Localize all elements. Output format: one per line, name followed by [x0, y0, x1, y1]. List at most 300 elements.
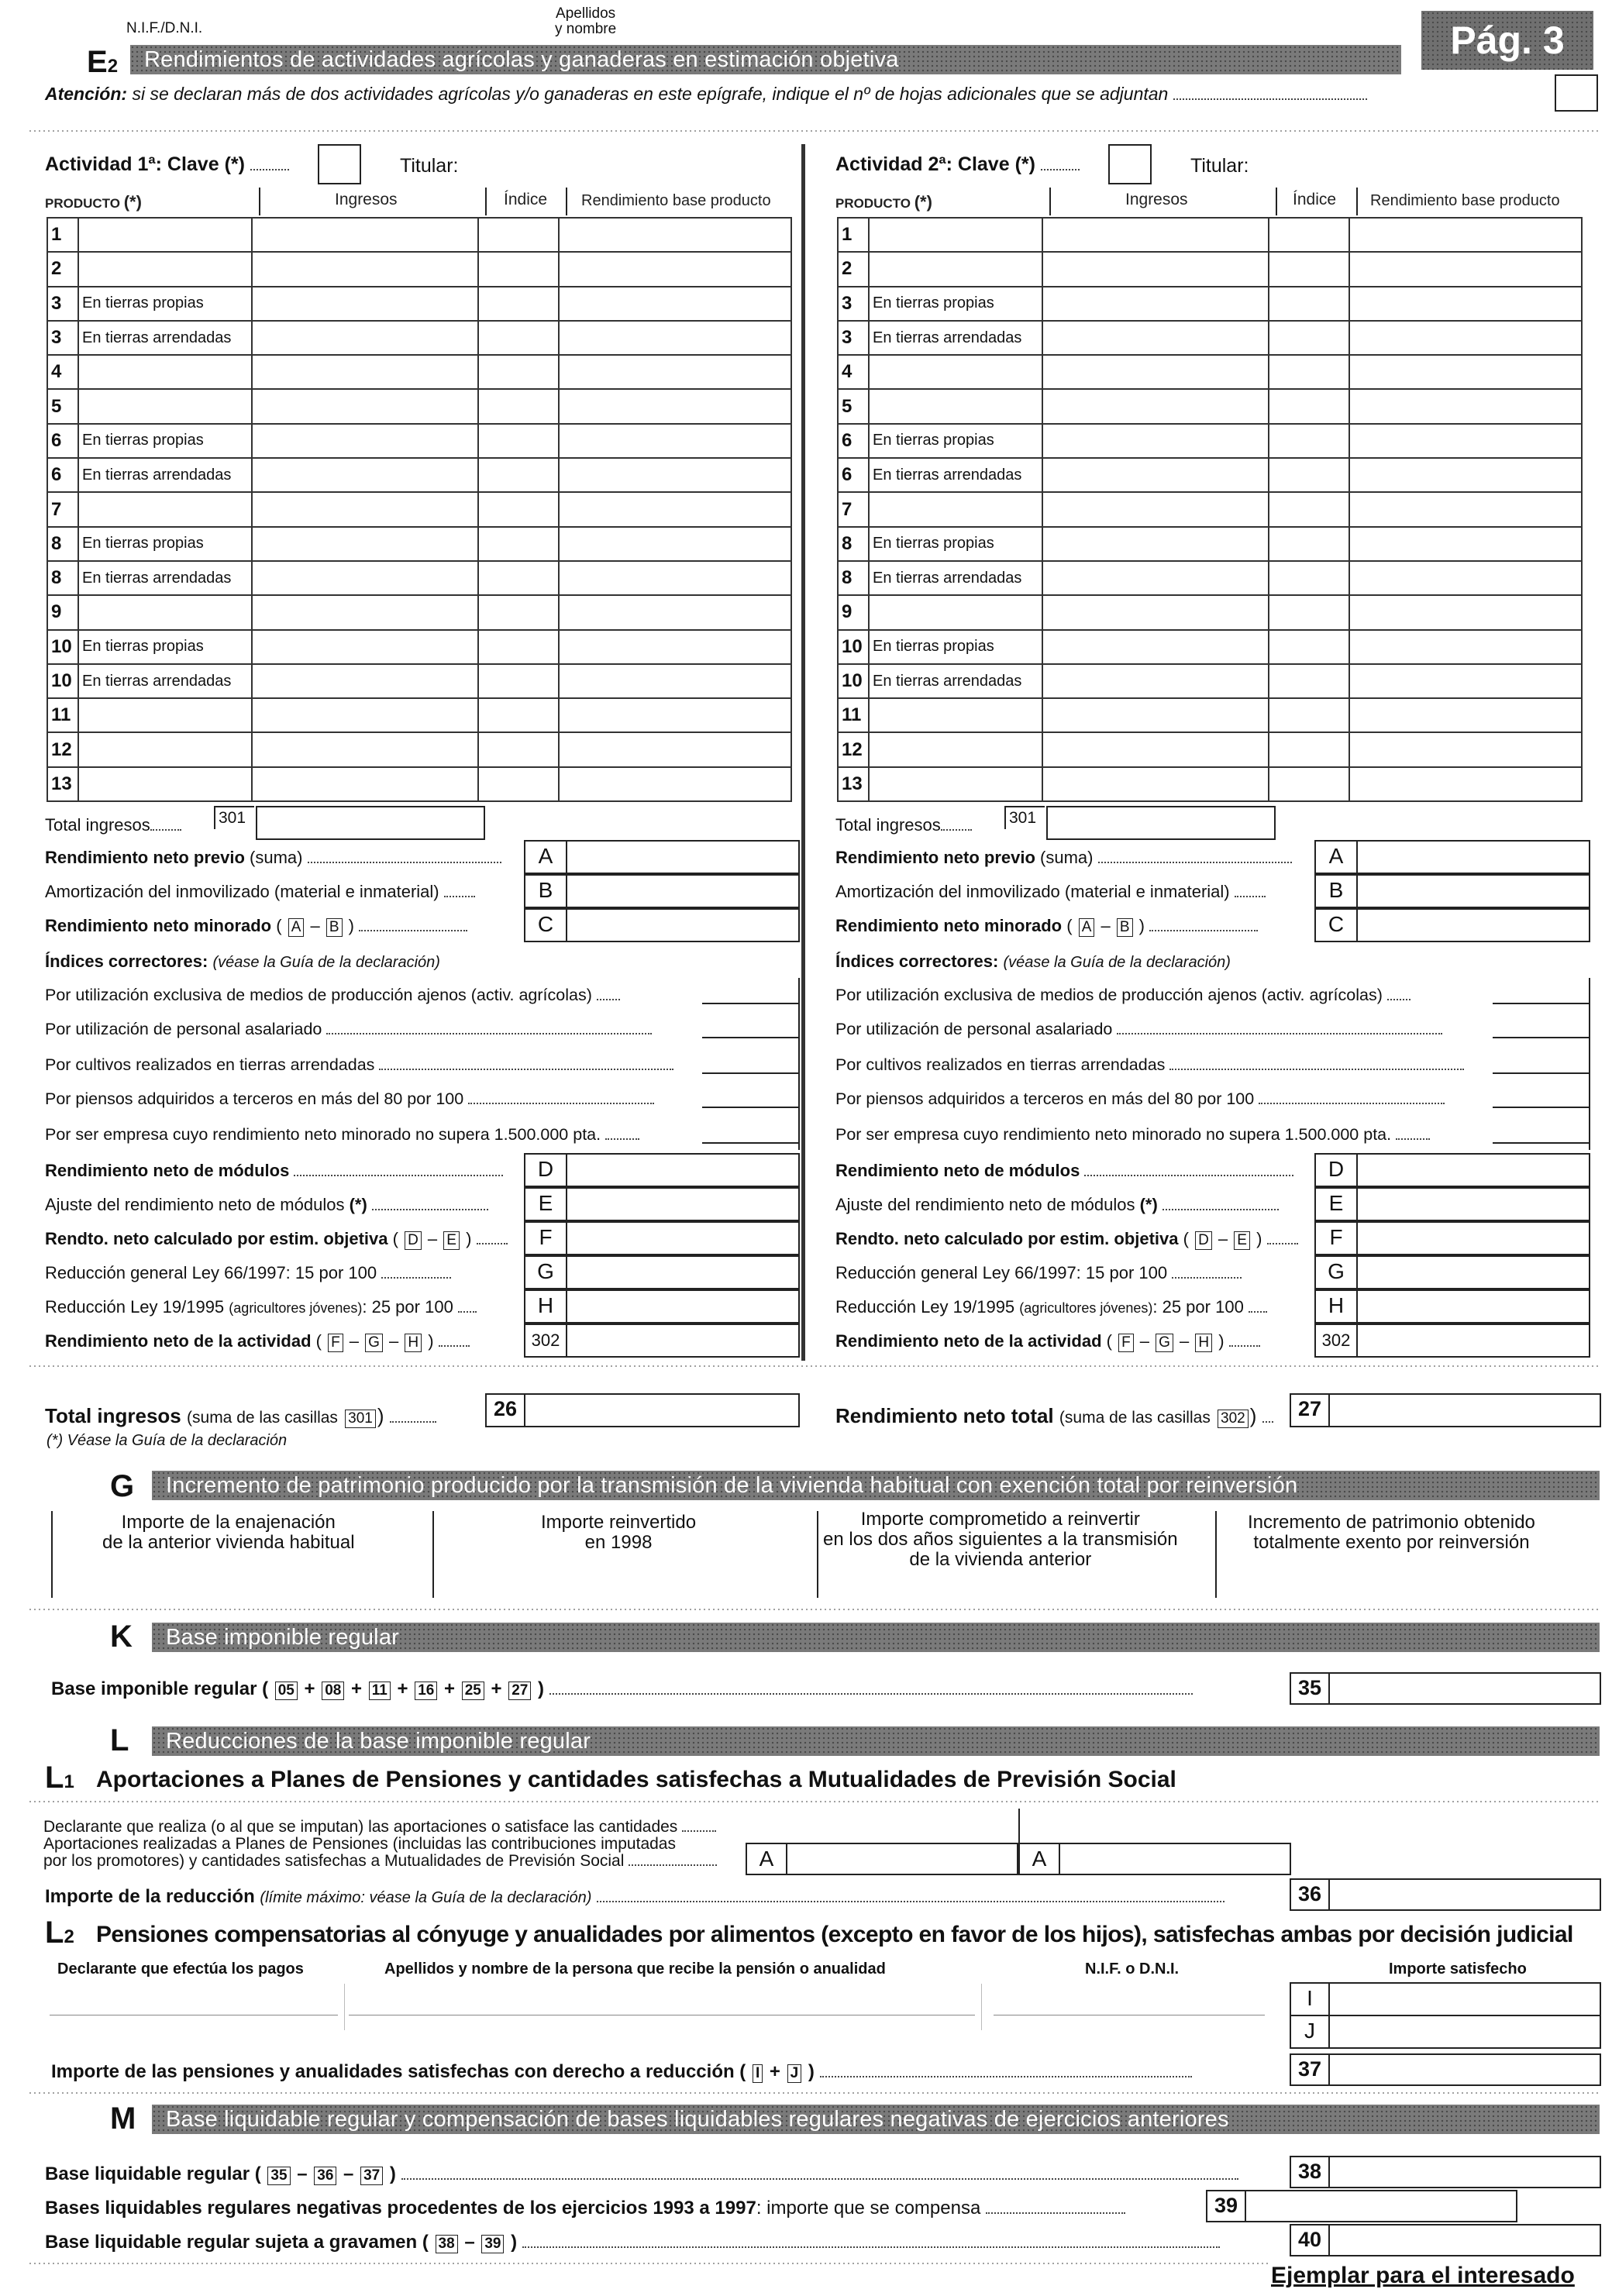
reduccion-ley-field[interactable]: [1356, 1289, 1590, 1324]
rendimiento-cell[interactable]: [559, 389, 791, 423]
rendimiento-cell[interactable]: [559, 698, 791, 732]
ingresos-cell[interactable]: [1042, 218, 1269, 252]
section-k-code: K: [110, 1620, 133, 1654]
rend-minorado-letter: C: [1314, 908, 1358, 942]
indice-idx1-field[interactable]: [1493, 1003, 1589, 1004]
g-col3: Importe comprometido a reinvertir en los dos años siguientes a la transmisión de la vivienda anterior: [823, 1509, 1178, 1570]
rendimiento-cell[interactable]: [559, 458, 791, 492]
indice-cell[interactable]: [1269, 527, 1349, 561]
casilla-26-field[interactable]: [524, 1393, 800, 1427]
row-number: 11: [47, 698, 78, 732]
indice-cell[interactable]: [1269, 389, 1349, 423]
producto-cell[interactable]: En tierras arrendadas: [869, 321, 1042, 355]
rendimiento-cell[interactable]: [1349, 458, 1582, 492]
indice-cell[interactable]: [478, 252, 559, 286]
hdr-sep: [1049, 188, 1051, 215]
row-number: 12: [47, 732, 78, 766]
indice-cell[interactable]: [478, 389, 559, 423]
row-number: 3: [838, 287, 869, 321]
indice-cell[interactable]: [1269, 698, 1349, 732]
ajuste-field[interactable]: [1356, 1187, 1590, 1221]
l2-j-field[interactable]: [1328, 2015, 1601, 2049]
rendimiento-cell[interactable]: [559, 218, 791, 252]
table-row: [838, 561, 1582, 595]
indice-cell[interactable]: [478, 492, 559, 526]
importe-reduccion: Importe de la reducción (límite máximo: véase la Guía de la declaración): [45, 1886, 1224, 1908]
center-divider: [801, 144, 805, 1361]
rendimiento-cell[interactable]: [1349, 355, 1582, 389]
indice-cell[interactable]: [478, 424, 559, 458]
casilla-27-field[interactable]: [1328, 1393, 1601, 1427]
producto-cell[interactable]: En tierras propias: [78, 287, 252, 321]
rend-modulos-field[interactable]: [1356, 1153, 1590, 1187]
ingresos-cell[interactable]: [252, 218, 478, 252]
rendimiento-cell[interactable]: [1349, 561, 1582, 595]
g-field-4[interactable]: [1218, 1558, 1598, 1598]
reduccion-ley-field[interactable]: [566, 1289, 800, 1324]
rendimiento-cell[interactable]: [559, 355, 791, 389]
casilla-40-field[interactable]: [1328, 2224, 1601, 2256]
footnote: (*) Véase la Guía de la declaración: [46, 1432, 288, 1449]
producto-cell[interactable]: En tierras propias: [78, 630, 252, 664]
indice-idx5-label: Por ser empresa cuyo rendimiento neto minorado no supera 1.500.000 pta.: [45, 1125, 639, 1145]
indice-idx2-label: Por utilización de personal asalariado: [45, 1020, 652, 1039]
indice-idx2-field[interactable]: [1493, 1037, 1589, 1038]
table-row: [838, 630, 1582, 664]
table-row: [47, 527, 791, 561]
rendimiento-cell[interactable]: [1349, 664, 1582, 698]
table-row: [838, 218, 1582, 252]
hdr-sep: [566, 188, 567, 215]
row-number: 6: [838, 424, 869, 458]
l1-a-right: A: [1018, 1843, 1060, 1875]
row-number: 5: [838, 389, 869, 423]
producto-cell[interactable]: [869, 698, 1042, 732]
ingresos-cell[interactable]: [252, 424, 478, 458]
table-row: [838, 252, 1582, 286]
producto-cell[interactable]: [869, 767, 1042, 801]
rendimiento-cell[interactable]: [559, 630, 791, 664]
actividad1-clave-box[interactable]: [318, 144, 361, 184]
table-row: [838, 424, 1582, 458]
col-producto-1: PRODUCTO (*): [45, 192, 142, 212]
rendimiento-cell[interactable]: [559, 664, 791, 698]
producto-cell[interactable]: [869, 595, 1042, 629]
rend-neto-previo-field[interactable]: [1356, 840, 1590, 874]
producto-cell[interactable]: [78, 389, 252, 423]
indice-cell[interactable]: [1269, 630, 1349, 664]
attention-text: Atención: si se declaran más de dos actividades agrícolas y/o ganaderas en este epígrafe, indique el nº de hojas adicionales que se adjuntan: [45, 84, 1367, 105]
indice-idx3-field[interactable]: [1493, 1072, 1589, 1074]
ingresos-cell[interactable]: [252, 287, 478, 321]
indice-idx3-field[interactable]: [702, 1072, 798, 1074]
table-row: [838, 767, 1582, 801]
casilla-38-field[interactable]: [1328, 2156, 1601, 2188]
ajuste-field[interactable]: [566, 1187, 800, 1221]
table-row: [47, 664, 791, 698]
l1-a-right-field[interactable]: [1059, 1843, 1291, 1875]
total-ingresos-field[interactable]: [1046, 806, 1276, 840]
casilla-40: 40: [1290, 2224, 1330, 2256]
indice-cell[interactable]: [1269, 424, 1349, 458]
rendimiento-cell[interactable]: [559, 252, 791, 286]
producto-cell[interactable]: [78, 218, 252, 252]
divider: [28, 1607, 1600, 1612]
ingresos-cell[interactable]: [1042, 698, 1269, 732]
ingresos-cell[interactable]: [1042, 252, 1269, 286]
indice-idx1-label: Por utilización exclusiva de medios de producción ajenos (activ. agrícolas): [45, 986, 620, 1005]
rendimiento-cell[interactable]: [1349, 218, 1582, 252]
producto-cell[interactable]: En tierras propias: [869, 630, 1042, 664]
ingresos-cell[interactable]: [252, 492, 478, 526]
ingresos-cell[interactable]: [252, 252, 478, 286]
rend-modulos-label: Rendimiento neto de módulos: [835, 1161, 1293, 1181]
table-row: [47, 321, 791, 355]
indice-idx5-label: Por ser empresa cuyo rendimiento neto minorado no supera 1.500.000 pta.: [835, 1125, 1430, 1145]
producto-cell[interactable]: En tierras propias: [78, 424, 252, 458]
row-number: 6: [47, 424, 78, 458]
section-g-title: Incremento de patrimonio producido por la transmisión de la vivienda habitual con exención total por reinversión: [152, 1471, 1600, 1500]
rend-calculado-letter: F: [524, 1221, 567, 1255]
casilla-36-field[interactable]: [1328, 1878, 1601, 1911]
ingresos-cell[interactable]: [252, 321, 478, 355]
table-row: [838, 389, 1582, 423]
indice-idx1-field[interactable]: [702, 1003, 798, 1004]
rend-neto-previo-label: Rendimiento neto previo (suma): [835, 848, 1292, 868]
indice-idx4-label: Por piensos adquiridos a terceros en más del 80 por 100: [45, 1089, 654, 1109]
reduccion-general-field[interactable]: [1356, 1255, 1590, 1289]
indice-cell[interactable]: [1269, 732, 1349, 766]
ingresos-cell[interactable]: [252, 389, 478, 423]
indice-cell[interactable]: [1269, 458, 1349, 492]
rendimiento-cell[interactable]: [1349, 698, 1582, 732]
l1-a-left-field[interactable]: [786, 1843, 1018, 1875]
rend-actividad-field[interactable]: [1356, 1324, 1590, 1358]
ingresos-cell[interactable]: [252, 527, 478, 561]
rend-neto-previo-label: Rendimiento neto previo (suma): [45, 848, 501, 868]
rendimiento-cell[interactable]: [1349, 630, 1582, 664]
producto-cell[interactable]: [869, 389, 1042, 423]
ingresos-cell[interactable]: [252, 698, 478, 732]
base-imponible-label: Base imponible regular ( 05 + 08 + 11 + 16 + 25 + 27 ): [51, 1678, 1193, 1700]
producto-cell[interactable]: En tierras arrendadas: [78, 321, 252, 355]
indice-idx5-field[interactable]: [1493, 1142, 1589, 1144]
indice-cell[interactable]: [478, 355, 559, 389]
indices-right-border: [1589, 978, 1590, 1150]
actividad2-clave-box[interactable]: [1108, 144, 1152, 184]
rend-minorado-field[interactable]: [1356, 908, 1590, 942]
nif-label: N.I.F./D.N.I.: [126, 20, 203, 36]
l2-j: J: [1290, 2015, 1330, 2049]
ingresos-cell[interactable]: [1042, 767, 1269, 801]
producto-cell[interactable]: En tierras arrendadas: [78, 458, 252, 492]
producto-cell[interactable]: [78, 492, 252, 526]
casilla-36: 36: [1290, 1878, 1330, 1911]
indice-idx4-label: Por piensos adquiridos a terceros en más del 80 por 100: [835, 1089, 1445, 1109]
ingresos-cell[interactable]: [1042, 492, 1269, 526]
indices-title: Índices correctores: (véase la Guía de la declaración): [45, 952, 440, 971]
total-ingresos-label: Total ingresos: [45, 815, 181, 835]
row-number: 8: [47, 527, 78, 561]
ingresos-cell[interactable]: [252, 767, 478, 801]
table-row: [838, 458, 1582, 492]
ingresos-cell[interactable]: [1042, 561, 1269, 595]
ingresos-cell[interactable]: [1042, 527, 1269, 561]
section-e2-code: E2: [87, 45, 119, 79]
ajuste-letter: E: [1314, 1187, 1358, 1221]
indice-idx3-label: Por cultivos realizados en tierras arrendadas: [835, 1055, 1464, 1075]
casilla-35: 35: [1290, 1672, 1330, 1705]
g-field-1[interactable]: [54, 1558, 431, 1598]
rend-modulos-label: Rendimiento neto de módulos: [45, 1161, 503, 1181]
table-row: [47, 287, 791, 321]
l2-i-field[interactable]: [1328, 1982, 1601, 2016]
rendimiento-cell[interactable]: [1349, 252, 1582, 286]
hdr-sep: [259, 188, 260, 215]
rend-modulos-field[interactable]: [566, 1153, 800, 1187]
amortizacion-field[interactable]: [1356, 874, 1590, 908]
indice-cell[interactable]: [478, 732, 559, 766]
ajuste-label: Ajuste del rendimiento neto de módulos (*): [45, 1195, 488, 1215]
rendimiento-cell[interactable]: [559, 595, 791, 629]
ingresos-cell[interactable]: [1042, 595, 1269, 629]
row-number: 10: [838, 664, 869, 698]
section-m-code: M: [110, 2102, 136, 2136]
row-number: 7: [838, 492, 869, 526]
producto-cell[interactable]: [869, 218, 1042, 252]
table-row: [838, 698, 1582, 732]
rendimiento-cell[interactable]: [1349, 389, 1582, 423]
row-number: 10: [47, 630, 78, 664]
hdr-sep: [1276, 188, 1277, 215]
rendimiento-cell[interactable]: [559, 287, 791, 321]
rendimiento-cell[interactable]: [1349, 287, 1582, 321]
indice-cell[interactable]: [478, 287, 559, 321]
rendimiento-cell[interactable]: [559, 732, 791, 766]
rend-modulos-letter: D: [1314, 1153, 1358, 1187]
casilla-27: 27: [1290, 1393, 1330, 1427]
table-row: [47, 767, 791, 801]
indice-cell[interactable]: [478, 218, 559, 252]
ingresos-cell[interactable]: [252, 630, 478, 664]
rend-actividad-field[interactable]: [566, 1324, 800, 1358]
table-row: [47, 424, 791, 458]
indice-cell[interactable]: [478, 561, 559, 595]
divider: [28, 2261, 1268, 2266]
indice-cell[interactable]: [478, 321, 559, 355]
row-number: 10: [838, 630, 869, 664]
casilla-35-field[interactable]: [1328, 1672, 1601, 1705]
producto-cell[interactable]: En tierras arrendadas: [869, 664, 1042, 698]
rendimiento-cell[interactable]: [1349, 424, 1582, 458]
producto-cell[interactable]: [78, 355, 252, 389]
producto-cell[interactable]: [869, 492, 1042, 526]
casilla-37-field[interactable]: [1328, 2053, 1601, 2086]
g-field-3[interactable]: [820, 1558, 1214, 1598]
actividad1-title: Actividad 1ª: Clave (*): [45, 153, 289, 176]
g-sep: [817, 1511, 818, 1598]
producto-cell[interactable]: En tierras arrendadas: [78, 664, 252, 698]
indice-cell[interactable]: [478, 595, 559, 629]
ingresos-cell[interactable]: [252, 664, 478, 698]
l1-title: Aportaciones a Planes de Pensiones y cantidades satisfechas a Mutualidades de Previsión Social: [96, 1767, 1176, 1792]
ingresos-cell[interactable]: [1042, 355, 1269, 389]
ingresos-cell[interactable]: [1042, 321, 1269, 355]
ingresos-cell[interactable]: [1042, 287, 1269, 321]
divider: [28, 1364, 1600, 1368]
rendimiento-cell[interactable]: [559, 492, 791, 526]
producto-cell[interactable]: [869, 355, 1042, 389]
amortizacion-letter: B: [1314, 874, 1358, 908]
table-row: [838, 355, 1582, 389]
total-ingresos-e2: Total ingresos (suma de las casillas 301 ): [45, 1404, 436, 1428]
producto-cell[interactable]: [78, 595, 252, 629]
indice-cell[interactable]: [1269, 355, 1349, 389]
rendimiento-cell[interactable]: [559, 321, 791, 355]
casilla-301: 301: [214, 806, 254, 829]
section-l-code: L: [110, 1723, 129, 1757]
g-field-2[interactable]: [436, 1558, 815, 1598]
actividad2-titular: Titular:: [1190, 155, 1249, 177]
ingresos-cell[interactable]: [252, 458, 478, 492]
producto-cell[interactable]: En tierras propias: [869, 424, 1042, 458]
col-indice-2: Índice: [1293, 191, 1337, 208]
row-number: 10: [47, 664, 78, 698]
casilla-38: 38: [1290, 2156, 1330, 2188]
ingresos-cell[interactable]: [252, 561, 478, 595]
row-number: 3: [47, 321, 78, 355]
table-row: [838, 595, 1582, 629]
rend-calculado-field[interactable]: [1356, 1221, 1590, 1255]
producto-cell[interactable]: En tierras arrendadas: [78, 561, 252, 595]
row-number: 8: [47, 561, 78, 595]
indice-cell[interactable]: [1269, 287, 1349, 321]
rendimiento-cell[interactable]: [1349, 595, 1582, 629]
rendimiento-cell[interactable]: [559, 767, 791, 801]
rend-calculado-label: Rendto. neto calculado por estim. objetiva ( D – E ): [45, 1229, 508, 1250]
rend-minorado-label: Rendimiento neto minorado ( A – B ): [835, 916, 1258, 937]
producto-cell[interactable]: [78, 767, 252, 801]
producto-cell[interactable]: En tierras propias: [78, 527, 252, 561]
rendimiento-cell[interactable]: [1349, 732, 1582, 766]
producto-cell[interactable]: En tierras propias: [869, 527, 1042, 561]
indice-cell[interactable]: [1269, 561, 1349, 595]
rendimiento-cell[interactable]: [1349, 492, 1582, 526]
indice-cell[interactable]: [478, 767, 559, 801]
indice-cell[interactable]: [478, 458, 559, 492]
l2-col3: N.I.F. o D.N.I.: [1085, 1960, 1180, 1978]
rend-minorado-field[interactable]: [566, 908, 800, 942]
rendimiento-cell[interactable]: [559, 561, 791, 595]
rendimiento-cell[interactable]: [559, 527, 791, 561]
ingresos-cell[interactable]: [1042, 424, 1269, 458]
rendimiento-cell[interactable]: [1349, 767, 1582, 801]
ingresos-cell[interactable]: [1042, 732, 1269, 766]
pensiones-total: Importe de las pensiones y anualidades satisfechas con derecho a reducción ( I + J ): [51, 2061, 1192, 2083]
rend-neto-previo-letter: A: [524, 840, 567, 874]
table-row: [838, 492, 1582, 526]
producto-cell[interactable]: [78, 698, 252, 732]
ingresos-cell[interactable]: [252, 595, 478, 629]
indice-cell[interactable]: [1269, 492, 1349, 526]
row-number: 4: [838, 355, 869, 389]
indice-cell[interactable]: [1269, 218, 1349, 252]
indice-cell[interactable]: [478, 527, 559, 561]
reduccion-general-field[interactable]: [566, 1255, 800, 1289]
producto-cell[interactable]: [78, 252, 252, 286]
rend-calculado-letter: F: [1314, 1221, 1358, 1255]
ingresos-cell[interactable]: [1042, 458, 1269, 492]
hojas-adicionales-box[interactable]: [1555, 74, 1598, 112]
ingresos-cell[interactable]: [1042, 630, 1269, 664]
casilla-39-field[interactable]: [1245, 2190, 1517, 2222]
indice-cell[interactable]: [1269, 767, 1349, 801]
rendimiento-cell[interactable]: [1349, 527, 1582, 561]
rendimiento-cell[interactable]: [559, 424, 791, 458]
table-row: [47, 492, 791, 526]
amortizacion-letter: B: [524, 874, 567, 908]
col-ingresos-2: Ingresos: [1125, 191, 1188, 208]
indices-right-border: [798, 978, 800, 1150]
casilla-301: 301: [1004, 806, 1045, 829]
product-table-1: [46, 217, 792, 802]
indice-cell[interactable]: [1269, 321, 1349, 355]
base-sujeta: Base liquidable regular sujeta a gravamen ( 38 – 39 ): [45, 2232, 1220, 2253]
indice-idx4-field[interactable]: [702, 1107, 798, 1108]
actividad2-title: Actividad 2ª: Clave (*): [835, 153, 1080, 176]
indice-cell[interactable]: [478, 630, 559, 664]
l2-sep: [344, 1984, 345, 2030]
section-k-title: Base imponible regular: [152, 1623, 1600, 1652]
bases-negativas: Bases liquidables regulares negativas procedentes de los ejercicios 1993 a 1997: importe que se compensa: [45, 2198, 1125, 2219]
rend-neto-previo-field[interactable]: [566, 840, 800, 874]
indice-cell[interactable]: [1269, 252, 1349, 286]
casilla-302: 302: [1314, 1324, 1358, 1358]
row-number: 5: [47, 389, 78, 423]
indice-cell[interactable]: [478, 664, 559, 698]
producto-cell[interactable]: [869, 732, 1042, 766]
rend-calculado-field[interactable]: [566, 1221, 800, 1255]
indice-cell[interactable]: [1269, 595, 1349, 629]
ingresos-cell[interactable]: [1042, 389, 1269, 423]
section-g-code: G: [110, 1469, 135, 1503]
amortizacion-field[interactable]: [566, 874, 800, 908]
ingresos-cell[interactable]: [252, 355, 478, 389]
indice-cell[interactable]: [1269, 664, 1349, 698]
amortizacion-label: Amortización del inmovilizado (material e inmaterial): [45, 882, 475, 902]
indice-cell[interactable]: [478, 698, 559, 732]
l1-code: L1: [45, 1761, 74, 1795]
section-m-title: Base liquidable regular y compensación de bases liquidables regulares negativas de ejercicios anteriores: [152, 2105, 1600, 2134]
indice-idx5-field[interactable]: [702, 1142, 798, 1144]
table-row: [47, 595, 791, 629]
producto-cell[interactable]: En tierras arrendadas: [869, 458, 1042, 492]
indice-idx2-field[interactable]: [702, 1037, 798, 1038]
indice-idx4-field[interactable]: [1493, 1107, 1589, 1108]
total-ingresos-field[interactable]: [256, 806, 485, 840]
producto-cell[interactable]: [78, 732, 252, 766]
ingresos-cell[interactable]: [1042, 664, 1269, 698]
rendimiento-cell[interactable]: [1349, 321, 1582, 355]
producto-cell[interactable]: En tierras arrendadas: [869, 561, 1042, 595]
row-number: 9: [47, 595, 78, 629]
divider: [28, 1799, 1600, 1804]
producto-cell[interactable]: [869, 252, 1042, 286]
reduccion-ley-label: Reducción Ley 19/1995 (agricultores jóvenes): 25 por 100: [835, 1297, 1267, 1317]
producto-cell[interactable]: En tierras propias: [869, 287, 1042, 321]
l2-col4: Importe satisfecho: [1389, 1960, 1527, 1978]
ingresos-cell[interactable]: [252, 732, 478, 766]
